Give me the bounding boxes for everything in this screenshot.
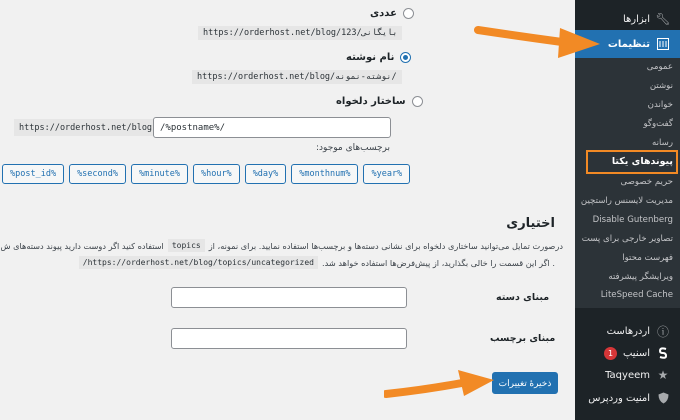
desc-text-3: . اگر این قسمت را خالی بگذارید، از پیش‌فرض‌ها استفاده خواهد شد. (321, 257, 555, 268)
arrow-to-save-icon (384, 366, 496, 400)
tag-year[interactable]: %year% (363, 164, 410, 184)
menu-item-snip[interactable] (575, 342, 680, 364)
radio-label-post-name: نام نوشته (346, 52, 395, 63)
submenu-advanced-editor[interactable]: ویرایشگر پیشرفته (608, 272, 673, 282)
save-changes-button[interactable]: ذخیرهٔ تغییرات (492, 372, 558, 394)
admin-sidebar (575, 0, 680, 420)
submenu-media[interactable]: رسانه (652, 138, 673, 148)
radio-row-custom[interactable] (336, 96, 423, 107)
submenu-table-of-contents[interactable]: فهرست محتوا (622, 253, 673, 263)
optional-description-line1 (1, 239, 564, 252)
snip-notification-badge: 1 (604, 347, 617, 360)
menu-label-ordrhost: اردرهاست (606, 325, 650, 337)
desc-text-2: استفاده کنید اگر دوست دارید پیوند دسته‌های ش (0, 240, 164, 251)
radio-numeric[interactable] (403, 8, 414, 19)
submenu-general[interactable]: عمومی (646, 62, 673, 72)
desc-code-url: https://orderhost.net/blog/topics/uncategorized/ (79, 256, 318, 269)
tag-post-id[interactable]: %post_id% (2, 164, 64, 184)
settings-sliders-icon (656, 37, 670, 51)
tag-hour[interactable]: %hour% (193, 164, 240, 184)
radio-label-numeric: عددی (370, 8, 397, 19)
menu-label-tools: ابزارها (622, 13, 650, 25)
radio-row-post-name[interactable] (346, 52, 411, 63)
wrench-icon: 🔧︎ (655, 12, 671, 26)
submenu-writing[interactable]: نوشتن (649, 81, 673, 91)
star-icon: ★ (657, 368, 669, 382)
snip-logo-icon (656, 346, 670, 360)
tag-monthnum[interactable]: %monthnum% (291, 164, 358, 184)
menu-label-snip: اسنیپ (622, 347, 650, 359)
submenu-litespeed-cache[interactable]: LiteSpeed Cache (600, 290, 673, 300)
custom-prefix: https://orderhost.net/blog (14, 119, 157, 136)
radio-label-custom: ساختار دلخواه (336, 96, 406, 107)
menu-item-ordrhost[interactable] (575, 320, 680, 342)
arrow-to-settings-icon (474, 22, 602, 62)
desc-code-topics: topics (168, 239, 205, 252)
info-icon: ⓘ (657, 324, 670, 339)
tag-minute[interactable]: %minute% (131, 164, 188, 184)
submenu-discussion[interactable]: گفت‌وگو (643, 119, 673, 129)
submenu-privacy[interactable]: حریم خصوصی (620, 177, 673, 187)
shield-icon (656, 391, 670, 405)
available-tags (2, 164, 410, 184)
tag-base-label: مبنای برچسب (490, 333, 556, 344)
submenu-license-manager[interactable]: مدیریت لایسنس راستچین (580, 196, 673, 206)
menu-item-taqyeem[interactable] (575, 364, 680, 386)
submenu-external-images[interactable]: تصاویر خارجی برای پست (581, 234, 673, 244)
tag-day[interactable]: %day% (245, 164, 287, 184)
menu-label-taqyeem: Taqyeem (605, 369, 650, 381)
tag-second[interactable]: %second% (69, 164, 126, 184)
radio-custom[interactable] (412, 96, 423, 107)
tag-base-input[interactable] (171, 328, 407, 349)
submenu-disable-gutenberg[interactable]: Disable Gutenberg (592, 215, 673, 225)
category-base-input[interactable] (171, 287, 407, 308)
custom-structure-input[interactable]: /%postname%/ (153, 117, 391, 138)
optional-description-line2 (79, 256, 555, 269)
menu-label-security: امنیت وردپرس (588, 392, 650, 404)
radio-row-numeric[interactable] (370, 8, 414, 19)
permalinks-highlight-box (586, 150, 678, 174)
post-name-example: https://orderhost.net/blog/نوشته-نمونه/ (192, 70, 402, 84)
radio-post-name[interactable] (400, 52, 411, 63)
submenu-reading[interactable]: خواندن (647, 100, 673, 110)
category-base-label: مبنای دسته (496, 292, 550, 303)
desc-text-1: درصورت تمایل می‌توانید ساختاری دلخواه برای نشانی دسته‌ها و برچسب‌ها استفاده نمایید. برای نمونه، از (208, 240, 563, 251)
menu-label-settings: تنظیمات (607, 38, 650, 50)
menu-item-security[interactable] (575, 387, 680, 409)
numeric-example: https://orderhost.net/blog/123/بایگانی (198, 26, 402, 40)
optional-section-title: اختیاری (506, 216, 555, 231)
submenu-permalinks[interactable]: پیوندهای یکتا (611, 156, 673, 167)
settings-submenu (575, 58, 680, 308)
available-tags-label: برچسب‌های موجود: (316, 143, 391, 153)
